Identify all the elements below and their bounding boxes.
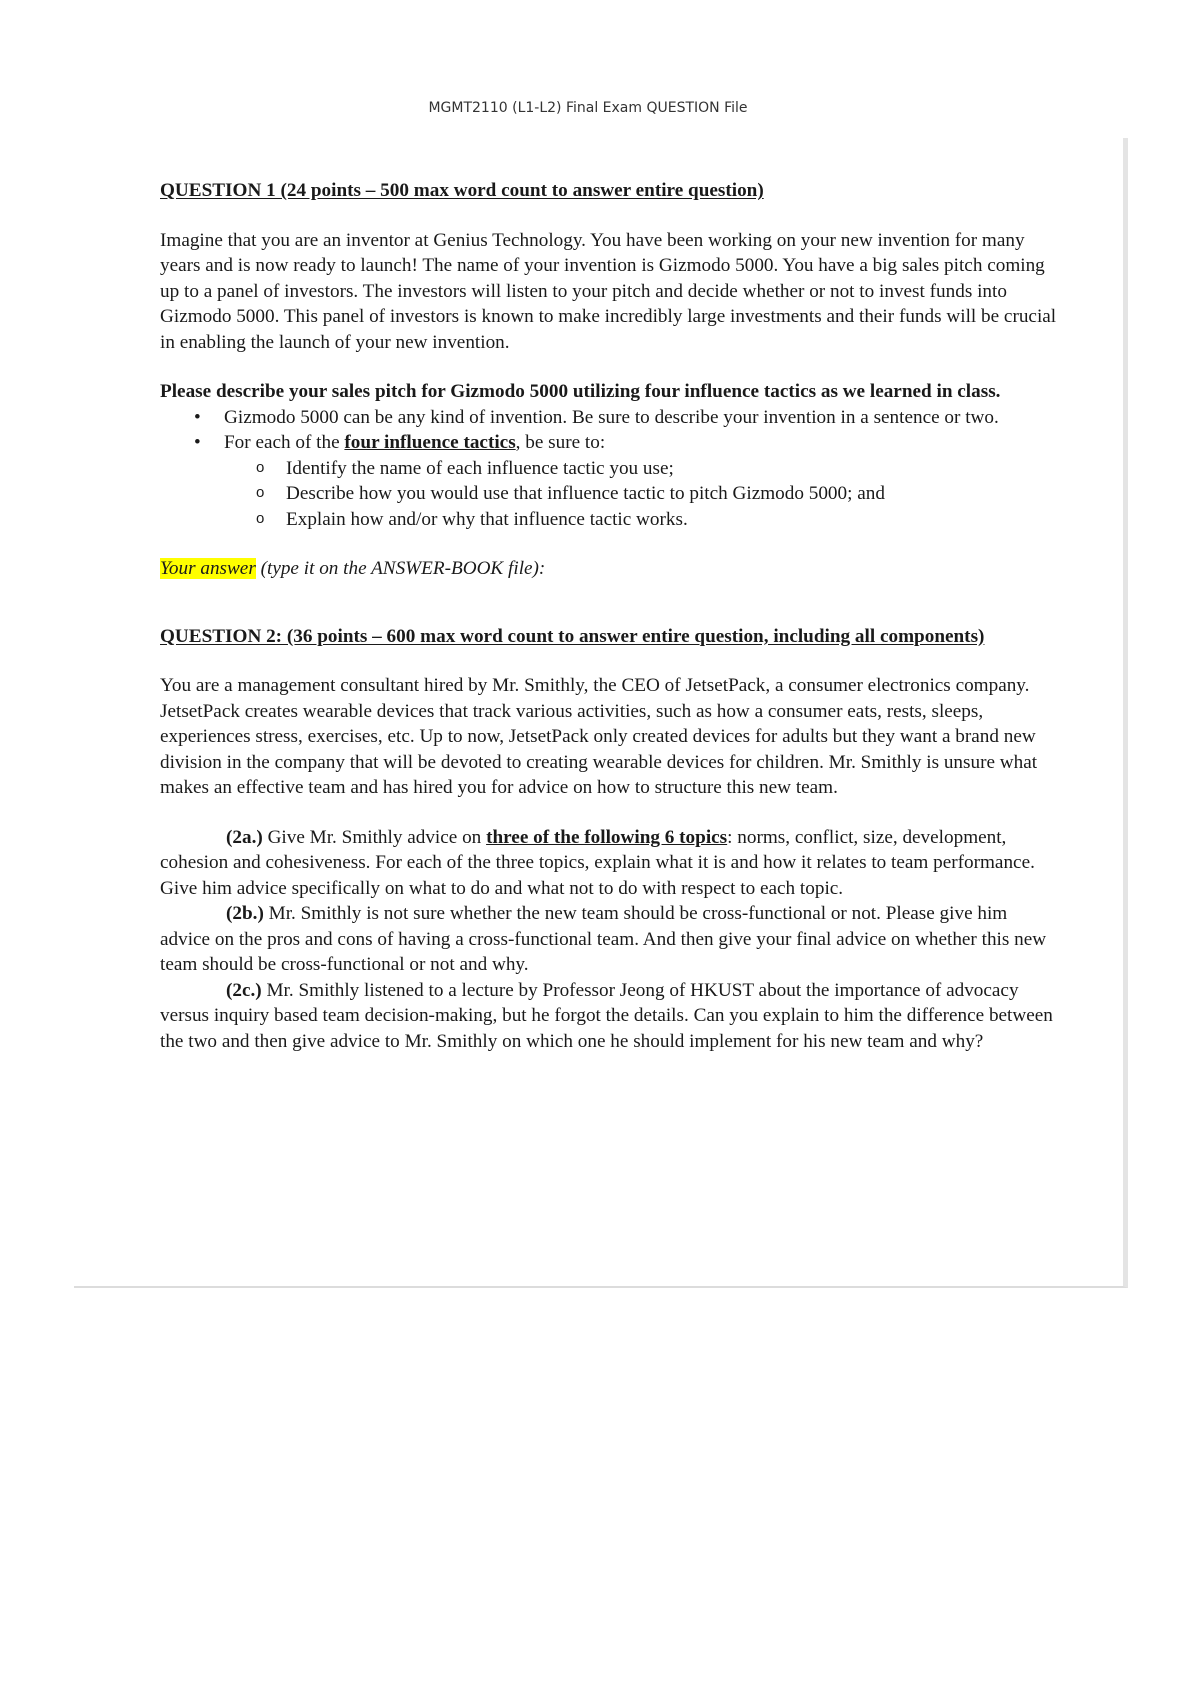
bullet-2-emphasis: four influence tactics	[344, 432, 516, 453]
list-item: o Explain how and/or why that influence tactic works.	[286, 507, 1060, 533]
answer-label: Your answer	[160, 558, 256, 579]
document-content	[160, 178, 1060, 1054]
question-2a-emphasis: three of the following 6 topics	[486, 826, 728, 848]
question-2-heading: QUESTION 2: (36 points – 600 max word count to answer entire question, including all components)	[160, 625, 985, 647]
list-item	[224, 405, 1060, 431]
question-2a-post: : norms, conflict, size, development, cohesion and cohesiveness. For each of the three topics, explain what it is and how it relates to team performance. Give him advice specifically on what to do and what not to do with respect to each topic.	[160, 826, 1035, 899]
question-2-intro: You are a management consultant hired by Mr. Smithly, the CEO of JetsetPack, a consumer electronics company. JetsetPack creates wearable devices that track various activities, such as how a consumer eats, rests, sleeps, experiences stress, exercises, etc. Up to now, JetsetPack only created devices for adults but they want a brand new division in the company that will be devoted to creating wearable devices for children. Mr. Smithly is unsure what makes an effective team and has hired you for advice on how to structure this new team.	[160, 675, 1038, 798]
question-1-heading: QUESTION 1 (24 points – 500 max word count to answer entire question)	[160, 180, 764, 201]
question-2a	[160, 825, 1060, 902]
list-item: o Describe how you would use that influence tactic to pitch Gizmodo 5000; and	[286, 481, 1060, 507]
bullet-2-post: , be sure to:	[515, 432, 606, 453]
question-2a-label: (2a.)	[226, 826, 263, 848]
page-header: MGMT2110 (L1-L2) Final Exam QUESTION File	[428, 100, 748, 116]
question-2c-text: Mr. Smithly listened to a lecture by Professor Jeong of HKUST about the importance of advocacy versus inquiry based team decision-making, but he forgot the details. Can you explain to him the difference between the two and then give advice to Mr. Smithly on which one he should implement for his new team and why?	[160, 979, 1053, 1052]
bullet-1-text: Gizmodo 5000 can be any kind of invention. Be sure to describe your invention in a sentence or two.	[224, 406, 999, 428]
question-2b-text: Mr. Smithly is not sure whether the new team should be cross-functional or not. Please give him advice on the pros and cons of having a cross-functional team. And then give your final advice on whether this new team should be cross-functional or not and why.	[160, 903, 1047, 975]
answer-note: (type it on the ANSWER-BOOK file):	[255, 558, 546, 579]
question-2c-label: (2c.)	[226, 979, 262, 1001]
question-2b	[160, 901, 1060, 978]
question-1-prompt: Please describe your sales pitch for Gizmodo 5000 utilizing four influence tactics as we learned in class.	[160, 381, 1001, 402]
bullet-2-pre: For each of the	[224, 432, 345, 453]
question-1-sub-list	[224, 456, 1060, 533]
list-item: o Identify the name of each influence tactic you use;	[286, 456, 1060, 482]
question-1-intro: Imagine that you are an inventor at Genius Technology. You have been working on your new invention for many years and is now ready to launch! The name of your invention is Gizmodo 5000. You have a big sales pitch coming up to a panel of investors. The investors will listen to your pitch and decide whether or not to invest funds into Gizmodo 5000. This panel of investors is known to make incredibly large investments and their funds will be crucial in enabling the launch of your new invention.	[160, 229, 1057, 353]
answer-instruction	[160, 556, 1060, 582]
document-page	[74, 138, 1128, 1288]
list-item	[224, 430, 1060, 532]
question-1-bullet-list	[160, 405, 1060, 533]
question-2c	[160, 978, 1060, 1055]
question-2a-pre: Give Mr. Smithly advice on	[262, 826, 487, 848]
question-2b-label: (2b.)	[226, 903, 264, 924]
